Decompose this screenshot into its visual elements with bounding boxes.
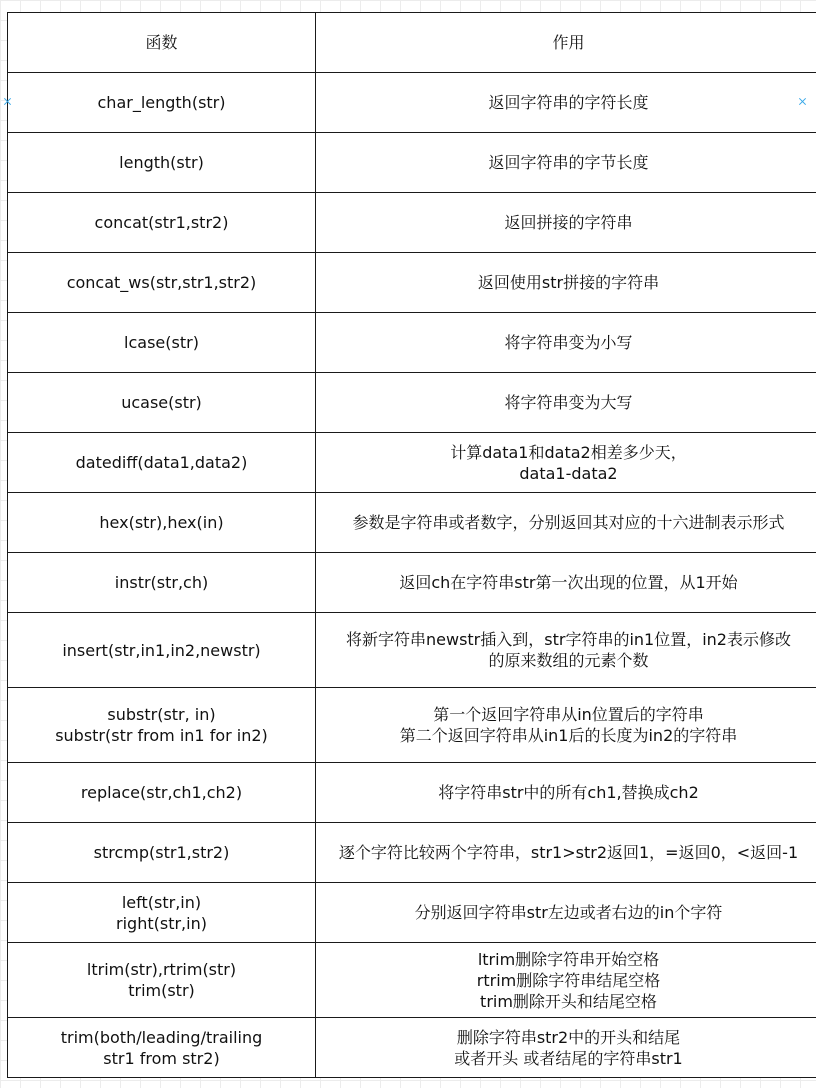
- purpose-text: 参数是字符串或者数字，分别返回其对应的十六进制表示形式: [352, 513, 785, 532]
- function-text: ucase(str): [121, 393, 202, 412]
- purpose-text: 或者开头 或者结尾的字符串str1: [454, 1048, 683, 1068]
- function-cell[interactable]: [8, 373, 316, 433]
- purpose-cell[interactable]: [316, 823, 816, 883]
- purpose-text: 分别返回字符串str左边或者右边的in个字符: [414, 903, 723, 922]
- purpose-cell[interactable]: [316, 688, 816, 763]
- function-cell[interactable]: [8, 193, 316, 253]
- function-table-container: [7, 12, 803, 1078]
- left-connection-handle-icon[interactable]: [3, 97, 12, 106]
- purpose-text: 计算data1和data2相差多少天，: [450, 442, 687, 462]
- table-row[interactable]: [8, 823, 816, 883]
- function-cell[interactable]: [8, 313, 316, 373]
- function-text: char_length(str): [97, 93, 226, 112]
- function-text: length(str): [119, 153, 204, 172]
- table-row[interactable]: [8, 373, 816, 433]
- function-cell[interactable]: [8, 943, 316, 1018]
- purpose-text: 返回字符串的字节长度: [488, 153, 649, 172]
- purpose-cell[interactable]: [316, 613, 816, 688]
- purpose-cell[interactable]: [316, 493, 816, 553]
- purpose-text: 将新字符串newstr插入到，str字符串的in1位置，in2表示修改: [346, 630, 791, 649]
- purpose-text: 第一个返回字符串从in位置后的字符串: [433, 705, 704, 724]
- function-text: trim(both/leading/trailing: [60, 1027, 263, 1047]
- function-text: concat_ws(str,str1,str2): [66, 273, 257, 292]
- table-row[interactable]: [8, 613, 816, 688]
- purpose-cell[interactable]: [316, 763, 816, 823]
- function-text: str1 from str2): [103, 1048, 220, 1068]
- table-row[interactable]: [8, 193, 816, 253]
- table-row[interactable]: [8, 943, 816, 1018]
- purpose-text: 返回ch在字符串str第一次出现的位置，从1开始: [399, 573, 738, 592]
- function-cell[interactable]: [8, 823, 316, 883]
- function-cell[interactable]: [8, 763, 316, 823]
- function-text: replace(str,ch1,ch2): [80, 783, 243, 802]
- table-row[interactable]: [8, 1018, 816, 1078]
- function-text: concat(str1,str2): [94, 213, 229, 232]
- table-row[interactable]: [8, 883, 816, 943]
- function-cell[interactable]: [8, 1018, 316, 1078]
- purpose-text: trim删除开头和结尾空格: [480, 991, 657, 1011]
- table-row[interactable]: [8, 493, 816, 553]
- purpose-cell[interactable]: [316, 943, 816, 1018]
- function-text: ltrim(str),rtrim(str): [86, 960, 237, 979]
- purpose-cell[interactable]: [316, 433, 816, 493]
- purpose-text: 返回使用str拼接的字符串: [477, 273, 660, 292]
- function-cell[interactable]: [8, 553, 316, 613]
- purpose-text: 删除字符串str2中的开头和结尾: [456, 1027, 681, 1047]
- function-text: left(str,in): [121, 892, 202, 912]
- table-row[interactable]: [8, 763, 816, 823]
- function-text: lcase(str): [124, 333, 199, 352]
- table-row[interactable]: [8, 553, 816, 613]
- table-row[interactable]: [8, 73, 816, 133]
- table-row[interactable]: [8, 133, 816, 193]
- purpose-cell[interactable]: [316, 133, 816, 193]
- purpose-cell[interactable]: [316, 553, 816, 613]
- table-row[interactable]: [8, 433, 816, 493]
- function-text: right(str,in): [116, 913, 207, 933]
- purpose-text: 的原来数组的元素个数: [488, 651, 649, 670]
- purpose-text: 返回拼接的字符串: [504, 213, 633, 232]
- purpose-text: 第二个返回字符串从in1后的长度为in2的字符串: [399, 726, 738, 745]
- function-text: insert(str,in1,in2,newstr): [62, 640, 261, 660]
- function-text: instr(str,ch): [114, 573, 209, 592]
- function-text: hex(str),hex(in): [99, 513, 224, 532]
- function-cell[interactable]: [8, 883, 316, 943]
- function-cell[interactable]: [8, 253, 316, 313]
- header-purpose: 作用: [316, 13, 816, 73]
- purpose-text: 将字符串变为小写: [504, 333, 633, 352]
- header-function: 函数: [8, 13, 316, 73]
- purpose-text: 返回字符串的字符长度: [488, 93, 649, 112]
- purpose-text: 逐个字符比较两个字符串，str1>str2返回1，=返回0，<返回-1: [338, 843, 799, 862]
- function-cell[interactable]: [8, 133, 316, 193]
- purpose-text: 将字符串变为大写: [504, 393, 633, 412]
- function-cell[interactable]: [8, 613, 316, 688]
- function-text: trim(str): [128, 981, 195, 1000]
- purpose-cell[interactable]: [316, 73, 816, 133]
- table-row[interactable]: [8, 688, 816, 763]
- function-text: strcmp(str1,str2): [93, 843, 230, 862]
- table-row[interactable]: [8, 253, 816, 313]
- table-row[interactable]: [8, 313, 816, 373]
- function-cell[interactable]: [8, 73, 316, 133]
- table-header-row: [8, 13, 816, 73]
- purpose-text: data1-data2: [519, 463, 618, 483]
- purpose-cell[interactable]: [316, 883, 816, 943]
- purpose-cell[interactable]: [316, 253, 816, 313]
- right-connection-handle-icon[interactable]: [798, 97, 807, 106]
- function-cell[interactable]: [8, 433, 316, 493]
- purpose-text: rtrim删除字符串结尾空格: [476, 970, 661, 990]
- purpose-text: 将字符串str中的所有ch1,替换成ch2: [438, 783, 699, 802]
- function-text: substr(str from in1 for in2): [55, 726, 268, 745]
- purpose-cell[interactable]: [316, 193, 816, 253]
- purpose-text: ltrim删除字符串开始空格: [477, 949, 660, 969]
- purpose-cell[interactable]: [316, 373, 816, 433]
- purpose-cell[interactable]: [316, 313, 816, 373]
- function-text: datediff(data1,data2): [75, 453, 248, 472]
- function-table[interactable]: [7, 12, 816, 1078]
- function-text: substr(str, in): [107, 705, 216, 724]
- function-cell[interactable]: [8, 493, 316, 553]
- purpose-cell[interactable]: [316, 1018, 816, 1078]
- function-cell[interactable]: [8, 688, 316, 763]
